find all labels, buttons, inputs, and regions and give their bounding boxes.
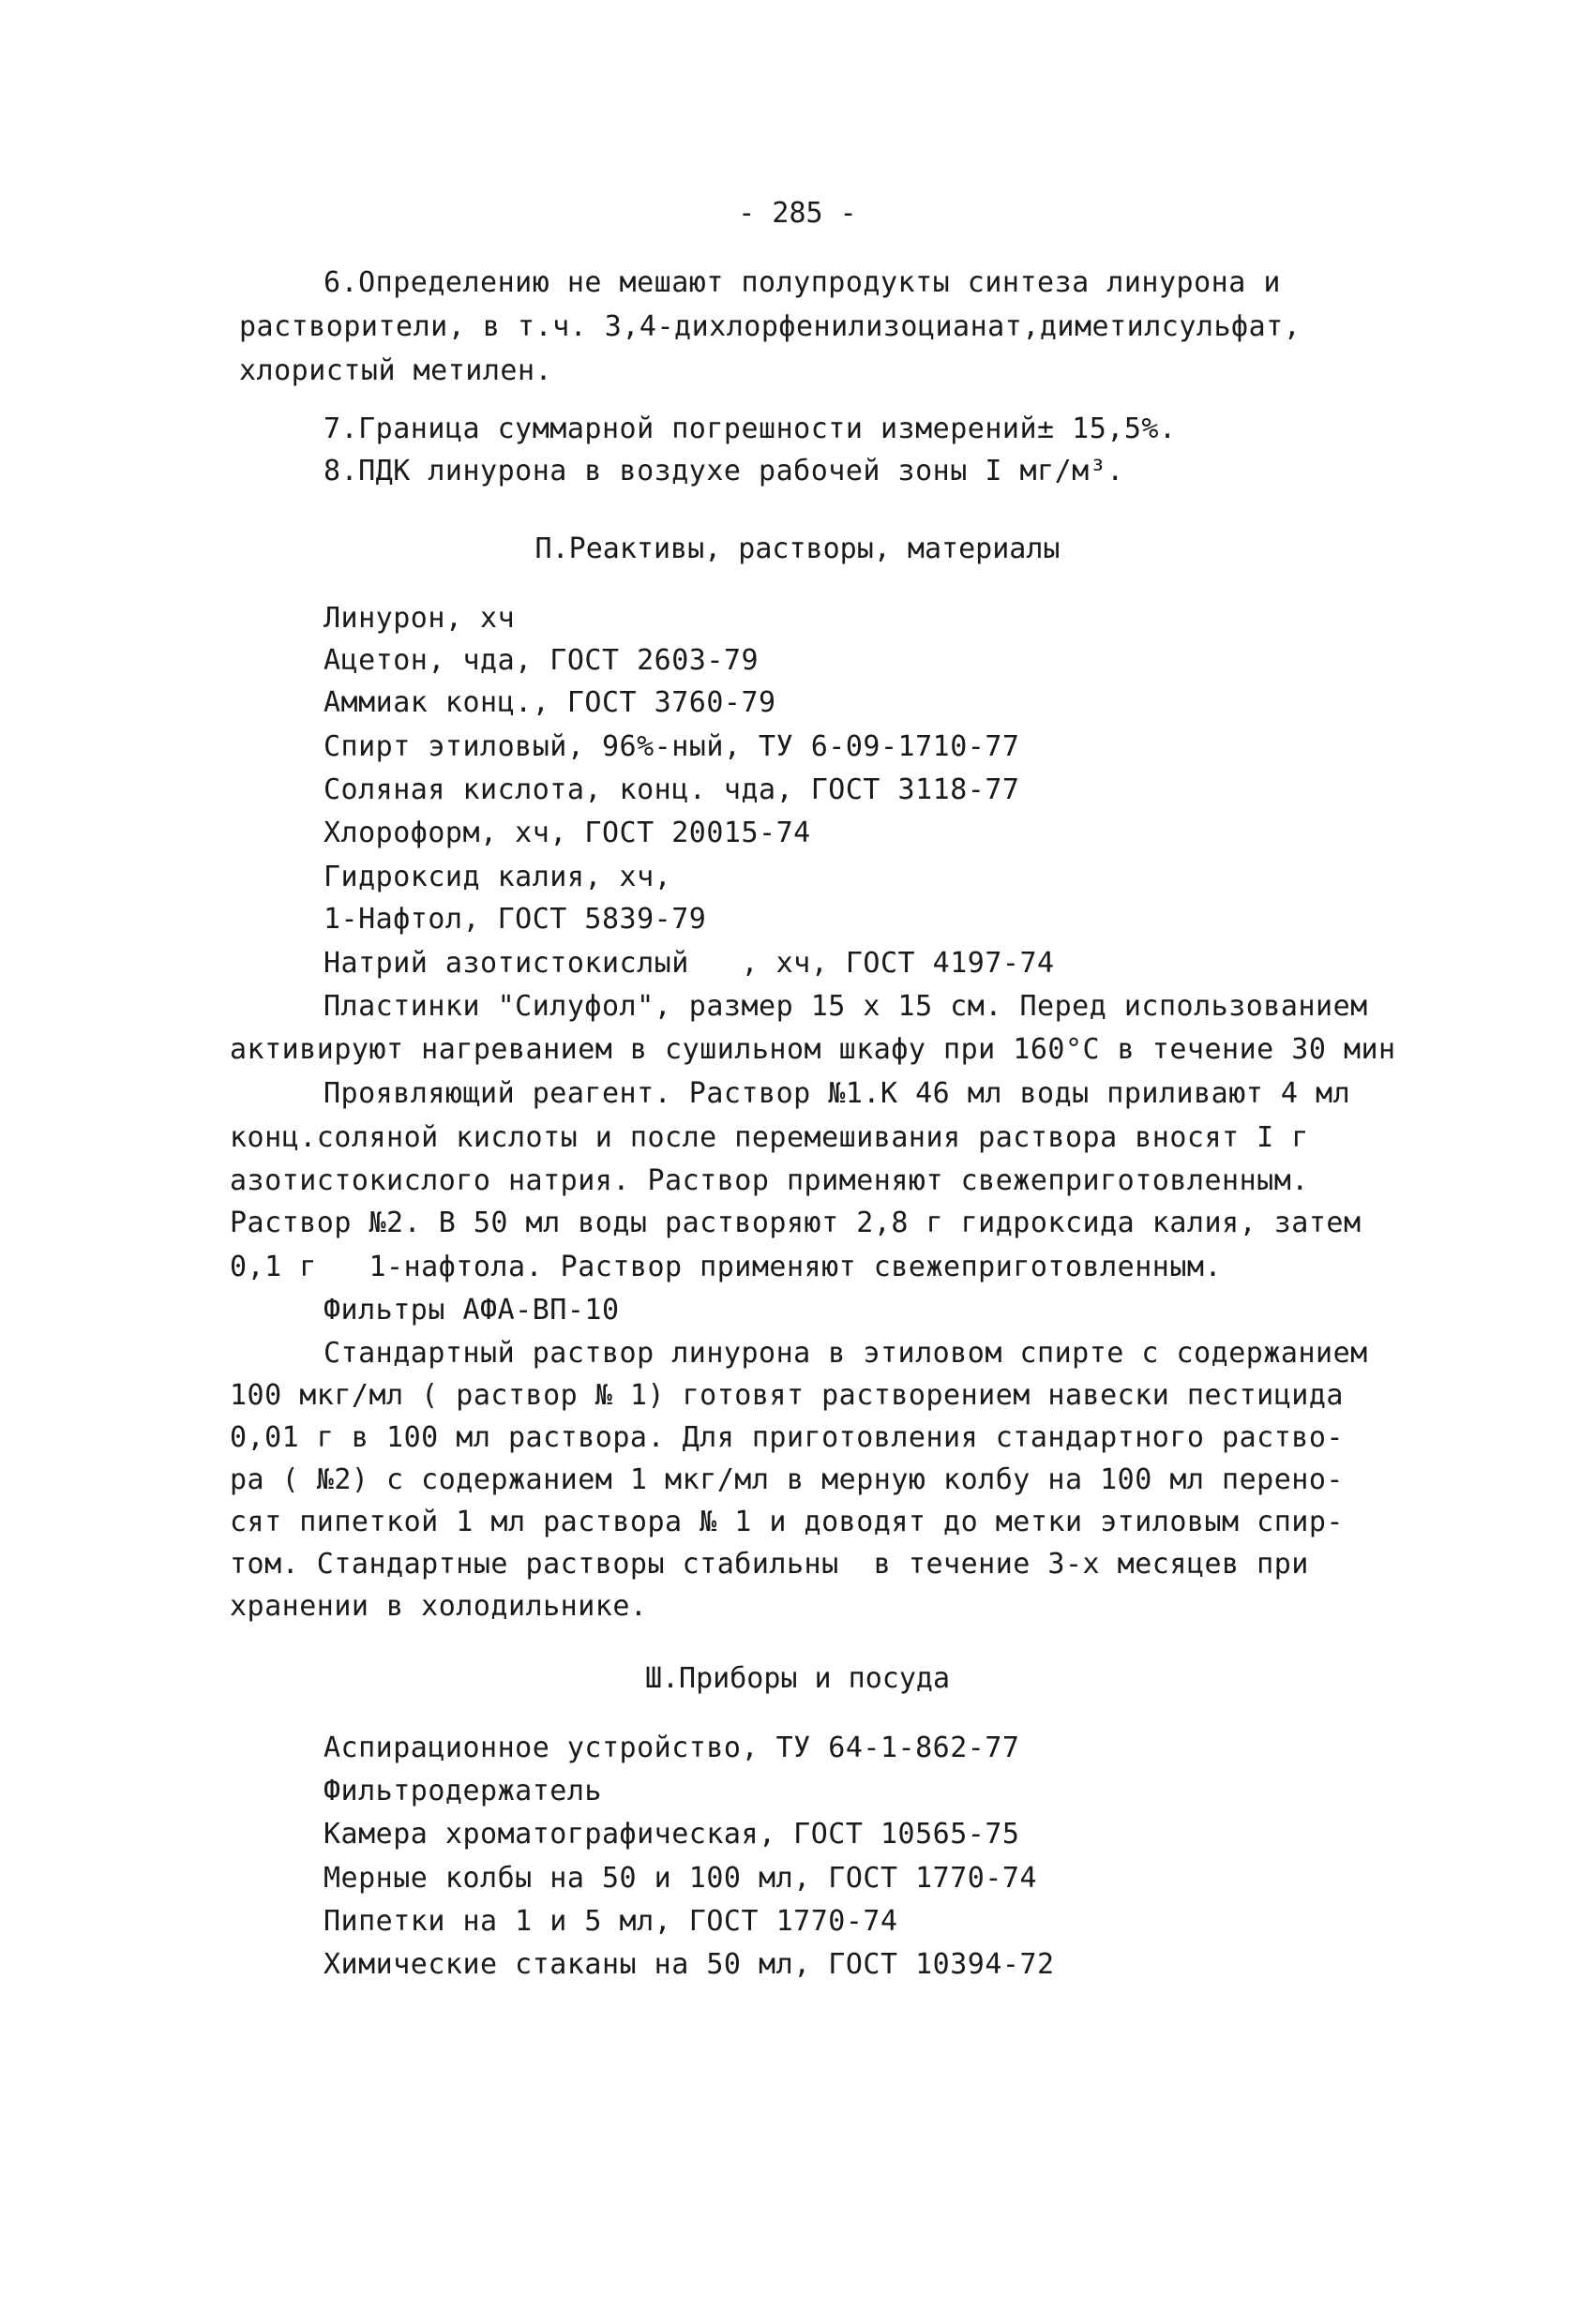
reagent-item: Гидроксид калия, хч, (324, 861, 672, 893)
equipment-item: Камера хроматографическая, ГОСТ 10565-75 (324, 1818, 1020, 1851)
standard-solution-line: 100 мкг/мл ( раствор № 1) готовят растворением навески пестицида (230, 1379, 1344, 1412)
item-7: 7.Граница суммарной погрешности измерений± 15,5%. (324, 412, 1177, 445)
item-6-line-1: 6.Определению не мешают полупродукты синтеза линурона и (324, 266, 1281, 299)
item-6-line-3: хлористый метилен. (239, 354, 553, 387)
reagent-item: Ацетон, чда, ГОСТ 2603-79 (324, 644, 760, 677)
reagent-item: Натрий азотистокислый , хч, ГОСТ 4197-74 (324, 947, 1055, 980)
developing-reagent-line: азотистокислого натрия. Раствор применяют свежеприготовленным. (230, 1164, 1309, 1197)
reagent-item: Хлороформ, хч, ГОСТ 20015-74 (324, 817, 811, 849)
plates-line-2: активируют нагреванием в сушильном шкафу при 160°С в течение 30 мин (230, 1033, 1396, 1066)
section-3-heading: Ш.Приборы и посуда (644, 1662, 951, 1695)
standard-solution-line: Стандартный раствор линурона в этиловом спирте с содержанием (324, 1337, 1368, 1370)
filters-item: Фильтры АФА-ВП-10 (324, 1294, 620, 1327)
standard-solution-line: 0,01 г в 100 мл раствора. Для приготовления стандартного раство- (230, 1421, 1344, 1454)
section-2-heading: П.Реактивы, растворы, материалы (534, 532, 1061, 565)
reagent-item: Аммиак конц., ГОСТ 3760-79 (324, 686, 776, 719)
developing-reagent-line: конц.соляной кислоты и после перемешивания раствора вносят I г (230, 1121, 1309, 1154)
equipment-item: Химические стаканы на 50 мл, ГОСТ 10394-72 (324, 1948, 1055, 1981)
equipment-item: Мерные колбы на 50 и 100 мл, ГОСТ 1770-74 (324, 1862, 1038, 1895)
reagent-item: Линурон, хч (324, 602, 516, 635)
equipment-item: Фильтродержатель (324, 1775, 602, 1807)
standard-solution-line: ра ( №2) с содержанием 1 мкг/мл в мерную колбу на 100 мл перено- (230, 1463, 1344, 1496)
item-6-line-2: растворители, в т.ч. 3,4-дихлорфенилизоцианат,диметилсульфат, (239, 310, 1302, 343)
equipment-item: Аспирационное устройство, ТУ 64-1-862-77 (324, 1732, 1020, 1764)
standard-solution-line: сят пипеткой 1 мл раствора № 1 и доводят до метки этиловым спир- (230, 1506, 1344, 1538)
equipment-item: Пипетки на 1 и 5 мл, ГОСТ 1770-74 (324, 1905, 898, 1938)
reagent-item: Спирт этиловый, 96%-ный, ТУ 6-09-1710-77 (324, 730, 1020, 763)
standard-solution-line: том. Стандартные растворы стабильны в течение 3-х месяцев при (230, 1548, 1309, 1581)
item-8: 8.ПДК линурона в воздухе рабочей зоны I мг/м³. (324, 455, 1124, 487)
developing-reagent-line: Раствор №2. В 50 мл воды растворяют 2,8 г гидроксида калия, затем (230, 1207, 1362, 1239)
developing-reagent-line: 0,1 г 1-нафтола. Раствор применяют свежеприготовленным. (230, 1251, 1223, 1283)
page-number: - 285 - (738, 197, 857, 230)
reagent-item: 1-Нафтол, ГОСТ 5839-79 (324, 903, 707, 936)
plates-line-1: Пластинки "Силуфол", размер 15 х 15 см. Перед использованием (324, 990, 1368, 1023)
standard-solution-line: хранении в холодильнике. (230, 1590, 648, 1623)
developing-reagent-line: Проявляющий реагент. Раствор №1.К 46 мл воды приливают 4 мл (324, 1077, 1351, 1110)
reagent-item: Соляная кислота, конц. чда, ГОСТ 3118-77 (324, 773, 1020, 806)
